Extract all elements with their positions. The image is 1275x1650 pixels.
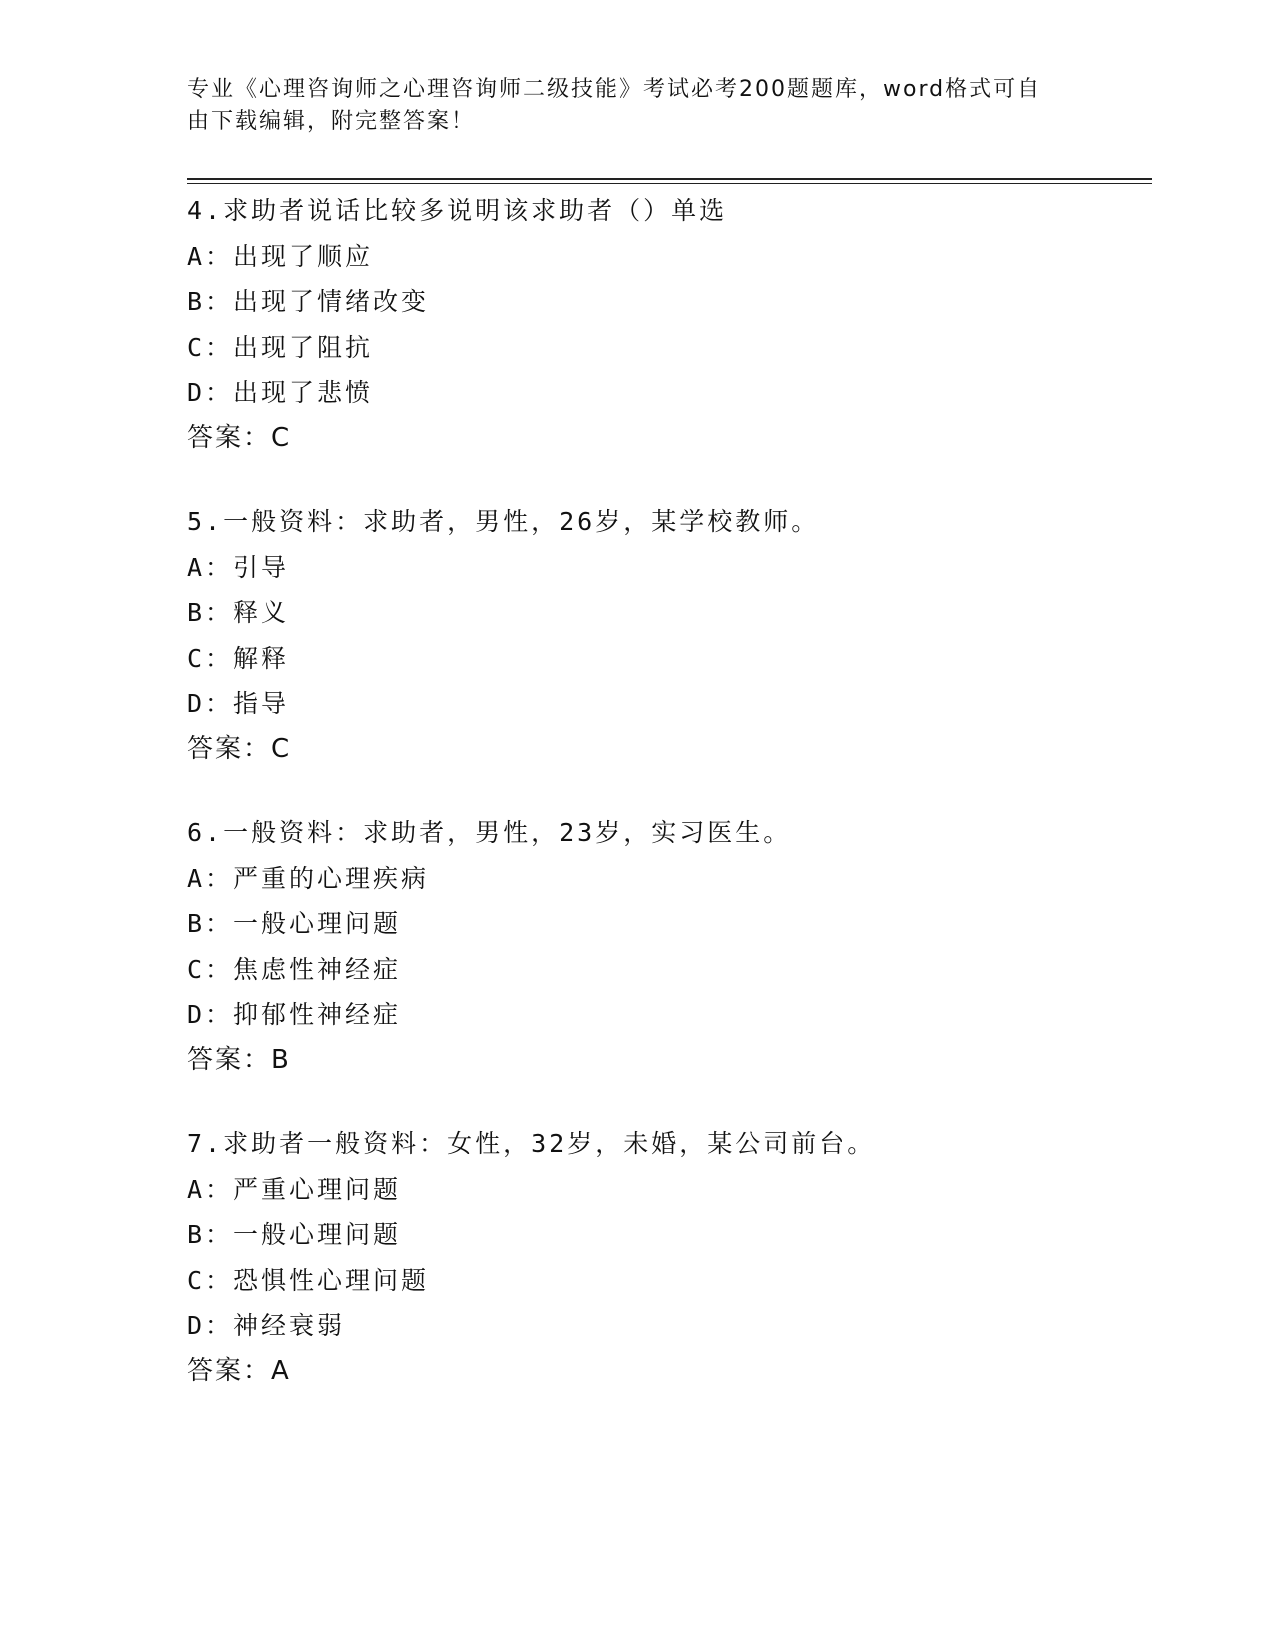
option-b: B：一般心理问题 [187,909,402,938]
header-divider [187,178,1152,184]
answer-line: 答案：C [187,733,292,764]
answer-line: 答案：A [187,1355,291,1386]
question-stem: 7.求助者一般资料：女性，32岁，未婚，某公司前台。 [187,1129,876,1158]
option-d: D：抑郁性神经症 [187,1000,402,1029]
question-7 [187,1121,1147,1394]
question-6 [187,810,1147,1083]
question-5 [187,499,1147,772]
question-list [187,188,1147,1432]
option-c: C：恐惧性心理问题 [187,1265,430,1295]
answer-line: 答案：B [187,1044,291,1075]
option-d: D：出现了悲愤 [187,378,374,407]
answer-line: 答案：C [187,422,292,453]
question-stem: 5.一般资料：求助者，男性，26岁，某学校教师。 [187,507,820,536]
option-a: A：出现了顺应 [187,241,374,271]
header-line-1: 专业《心理咨询师之心理咨询师二级技能》考试必考200题题库，word格式可自 [187,77,1042,102]
option-a: A：严重心理问题 [187,1174,402,1204]
question-stem: 6.一般资料：求助者，男性，23岁，实习医生。 [187,818,792,847]
option-b: B：释义 [187,598,290,627]
option-d: D：神经衰弱 [187,1311,346,1340]
option-c: C：解释 [187,643,290,673]
option-d: D：指导 [187,689,290,718]
option-c: C：出现了阻抗 [187,332,374,362]
option-b: B：一般心理问题 [187,1220,402,1249]
document-header [187,74,1067,138]
option-b: B：出现了情绪改变 [187,287,430,316]
header-line-2: 由下载编辑，附完整答案！ [187,109,476,134]
option-a: A：引导 [187,552,290,582]
option-c: C：焦虑性神经症 [187,954,402,984]
option-a: A：严重的心理疾病 [187,863,430,893]
question-stem: 4.求助者说话比较多说明该求助者（）单选 [187,196,728,225]
question-4 [187,188,1147,461]
